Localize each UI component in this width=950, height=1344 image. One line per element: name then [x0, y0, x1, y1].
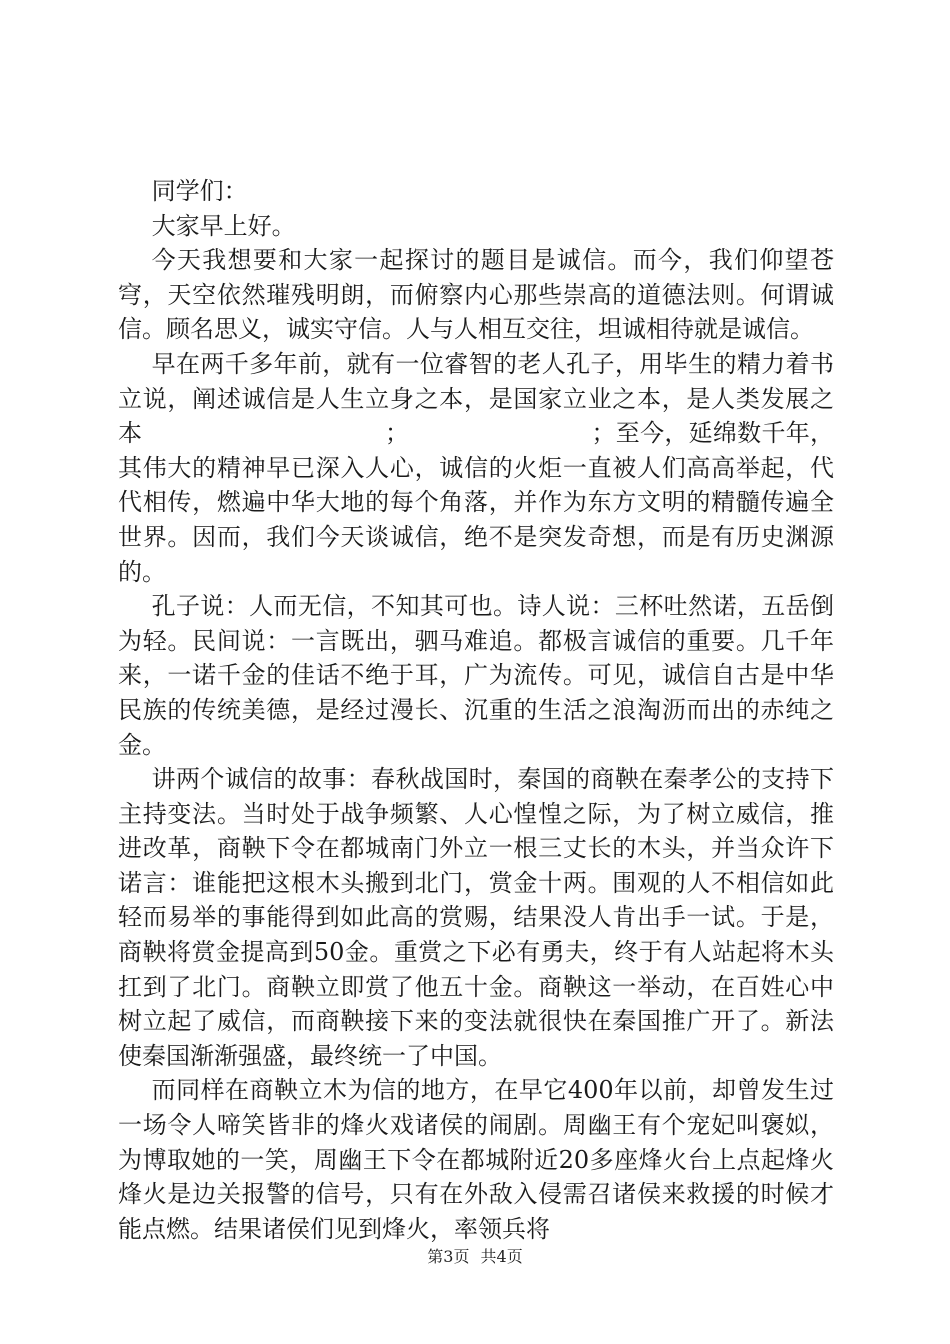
paragraph-sayings: 孔子说：人而无信，不知其可也。诗人说：三杯吐然诺，五岳倒为轻。民间说：一言既出，驷马难追。都极言诚信的重要。几千年来，一诺千金的佳话不绝于耳，广为流传。可见，诚信自古是中华民族的传统美德，是经过漫长、沉重的生活之浪淘沥而出的赤纯之金。	[118, 592, 834, 759]
page-number: 第3页	[427, 1247, 470, 1266]
document-body	[118, 174, 834, 1246]
paragraph-confucius-history: 早在两千多年前，就有一位睿智的老人孔子，用毕生的精力着书立说，阐述诚信是人生立身之本，是国家立业之本，是人类发展之本 ； ；至今，延绵数千年，其伟大的精神早已深入人心，诚信的火炬一直被人们高高举起，代代相传，燃遍中华大地的每个角落，并作为东方文明的精髓传遍全世界。因而，我们今天谈诚信，绝不是突发奇想，而是有历史渊源的。	[118, 349, 834, 586]
paragraph-shang-yang-story: 讲两个诚信的故事：春秋战国时，秦国的商鞅在秦孝公的支持下主持变法。当时处于战争频繁、人心惶惶之际，为了树立威信，推进改革，商鞅下令在都城南门外立一根三丈长的木头，并当众许下诺言：谁能把这根木头搬到北门，赏金十两。围观的人不相信如此轻而易举的事能得到如此高的赏赐，结果没人肯出手一试。于是，商鞅将赏金提高到50金。重赏之下必有勇夫，终于有人站起将木头扛到了北门。商鞅立即赏了他五十金。商鞅这一举动，在百姓心中树立起了威信，而商鞅接下来的变法就很快在秦国推广开了。新法使秦国渐渐强盛，最终统一了中国。	[118, 765, 834, 1070]
salutation: 同学们：	[151, 177, 248, 205]
page-total: 共4页	[480, 1247, 523, 1266]
greeting: 大家早上好。	[151, 211, 296, 240]
paragraph-intro: 今天我想要和大家一起探讨的题目是诚信。而今，我们仰望苍穹，天空依然璀残明朗，而俯察内心那些崇高的道德法则。何谓诚信。顾名思义，诚实守信。人与人相互交往，坦诚相待就是诚信。	[118, 246, 834, 344]
paragraph-beacon-story: 而同样在商鞅立木为信的地方，在早它400年以前，却曾发生过一场令人啼笑皆非的烽火戏诸侯的闹剧。周幽王有个宠妃叫褒姒，为博取她的一笑，周幽王下令在都城附近20多座烽火台上点起烽火烽火是边关报警的信号，只有在外敌入侵需召诸侯来救援的时候才能点燃。结果诸侯们见到烽火，率领兵将	[118, 1076, 834, 1243]
page-footer	[0, 1244, 950, 1267]
